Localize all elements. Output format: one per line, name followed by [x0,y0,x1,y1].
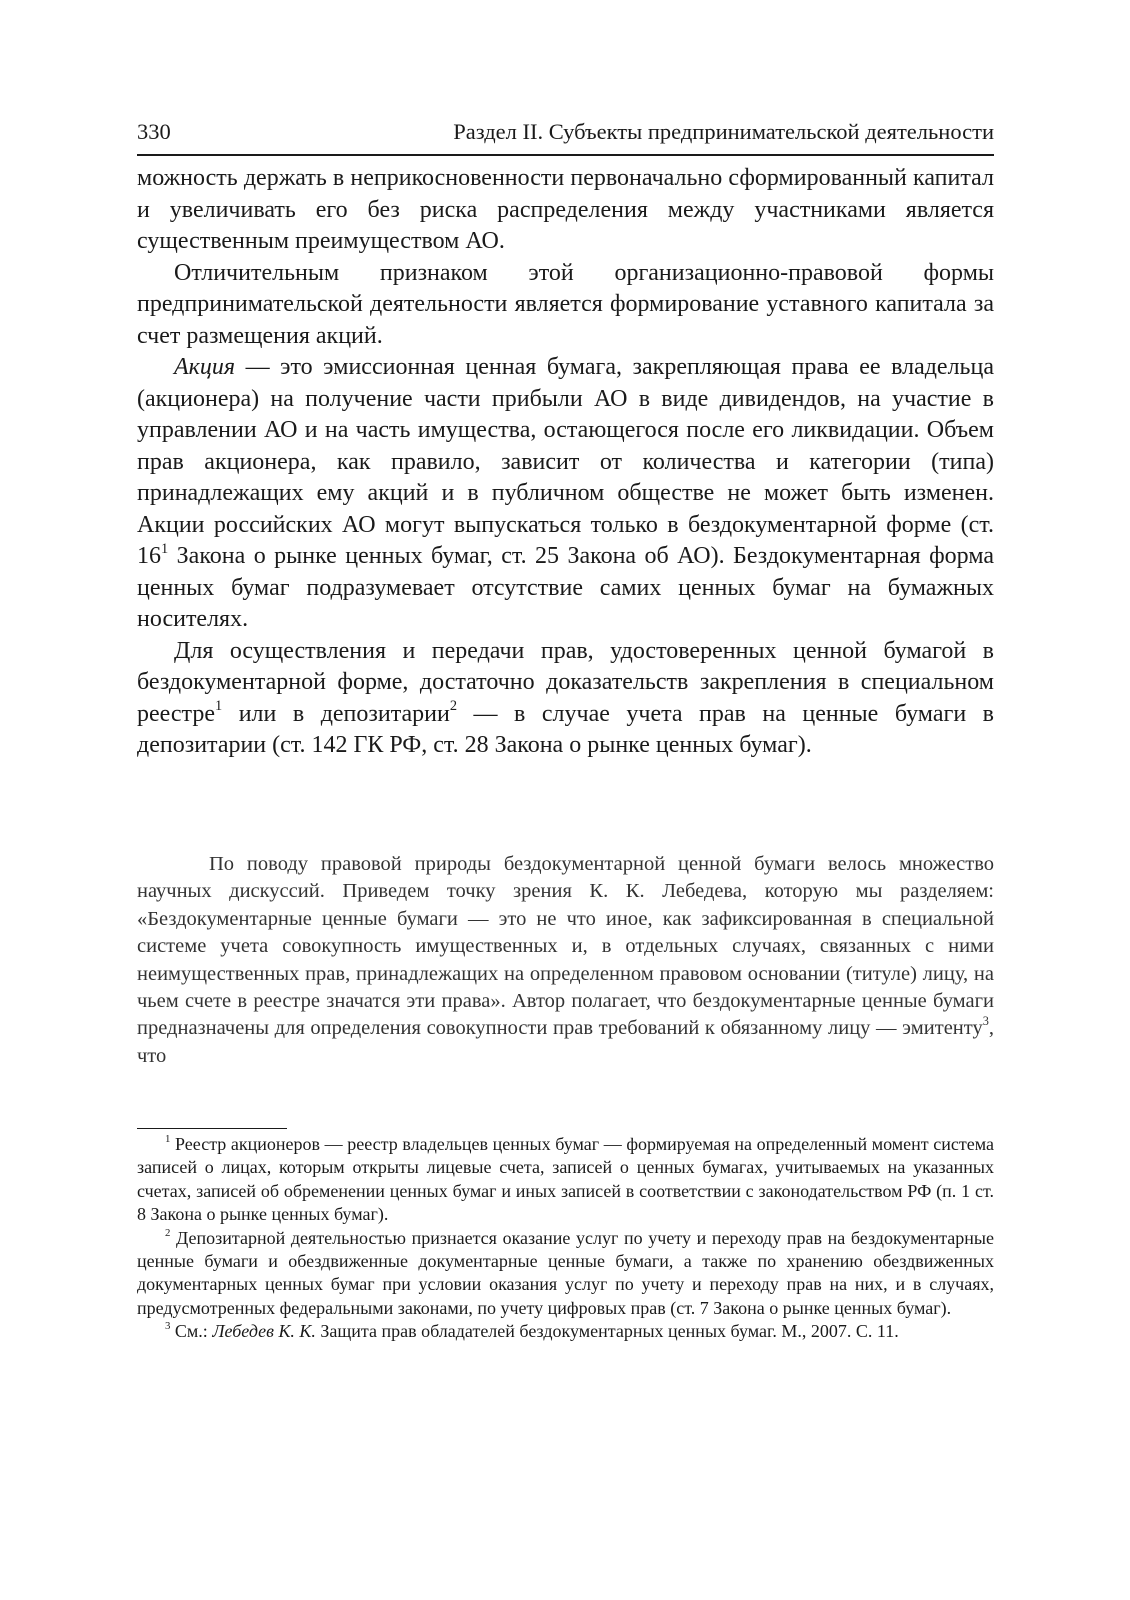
paragraph-3-text-a: — это эмиссионная ценная бумага, закрепляющая права ее владельца (акционера) на получение части прибыли АО в виде дивидендов, на участие в управлении АО и на часть имущества, остающегося после его ликвидации. Объем прав акционера, как правило, зависит от количества и категории (типа) принадлежащих ему акций и в публичном обществе не может быть изменен. Акции российских АО могут выпускаться только в бездокументарной форме (ст. 16 [137,354,994,569]
footnote-2 [137,1227,994,1321]
superscript-marker: 1 [161,540,169,557]
footnote-3-text: Защита прав обладателей бездокументарных ценных бумаг. М., 2007. С. 11. [315,1321,899,1342]
commentary-text-a: По поводу правовой природы бездокументарной ценной бумаги велось множество научных дискуссий. Приведем точку зрения К. К. Лебедева, которую мы разделяем: «Бездокументарные ценные бумаги — это не что иное, как зафиксированная в специальной системе учета совокупность имущественных и, в отдельных случаях, связанных с ними неимущественных прав, принадлежащих на определенном правовом основании (титуле) лицу, на чьем счете в реестре значатся эти права». Автор полагает, что бездокументарные ценные бумаги предназначены для определения совокупности прав требований к обязанному лицу — эмитенту [137,853,994,1040]
footnote-ref-3[interactable]: 3 [982,1014,989,1029]
paragraph-4-text-a: Для осуществления и передачи прав, удостоверенных ценной бумагой в бездокументарной форме, достаточно доказательств закрепления в специальном реестре [137,637,994,727]
main-text [137,163,994,762]
running-title: Раздел II. Субъекты предпринимательской деятельности [453,119,994,144]
page-number: 330 [137,119,171,144]
commentary-text-b: , что [137,1017,994,1067]
footnote-1-mark: 1 [165,1132,171,1145]
paragraph-4 [137,636,994,762]
footnote-3-author: Лебедев К. К. [212,1321,316,1342]
paragraph-4-text-c: — в случае учета прав на ценные бумаги в депозитарии (ст. 142 ГК РФ, ст. 28 Закона о рынке ценных бумаг). [137,700,995,758]
term-akciya: Акция [174,354,236,380]
footnote-2-mark: 2 [165,1226,171,1239]
footnote-divider [137,1128,287,1129]
footnote-3 [137,1320,994,1343]
footnote-1 [137,1133,994,1227]
footnotes [137,1133,994,1344]
footnote-3-mark: 3 [165,1320,171,1333]
paragraph-3-text-b: Закона о рынке ценных бумаг, ст. 25 Закона об АО). Бездокументарная форма ценных бумаг подразумевает отсутствие самих ценных бумаг на бумажных носителях. [137,543,994,632]
paragraph-3 [137,352,994,636]
paragraph-1: можность держать в неприкосновенности первоначально сформированный капитал и увеличивать его без риска распределения между участниками является существенным преимуществом АО. [137,165,994,254]
running-header [137,118,994,156]
footnote-ref-2[interactable]: 2 [449,698,458,715]
footnote-3-prefix: См.: [170,1321,213,1342]
paragraph-2: Отличительным признаком этой организационно-правовой формы предпринимательской деятельности является формирование уставного капитала за счет размещения акций. [137,259,994,349]
footnote-1-text: Реестр акционеров — реестр владельцев ценных бумаг — формируемая на определенный момент система записей о лицах, которым открыты лицевые счета, записей о ценных бумагах, учитываемых на указанных счетах, записей об обременении ценных бумаг и иных записей в соответствии с законодательством РФ (п. 1 ст. 8 Закона о рынке ценных бумаг). [137,1134,994,1225]
commentary-block [137,851,994,1070]
footnote-2-text: Депозитарной деятельностью признается оказание услуг по учету и переходу прав на бездокументарные ценные бумаги и обездвиженные документарные ценные бумаги, а также по хранению обездвиженных документарных ценных бумаг при условии оказания услуг по учету и переходу прав на них, и в случаях, предусмотренных федеральными законами, по учету цифровых прав (ст. 7 Закона о рынке ценных бумаг). [137,1227,994,1318]
footnote-ref-1[interactable]: 1 [215,698,223,715]
paragraph-4-text-b: или в депозитарии [222,700,450,727]
commentary-paragraph [137,851,994,1070]
